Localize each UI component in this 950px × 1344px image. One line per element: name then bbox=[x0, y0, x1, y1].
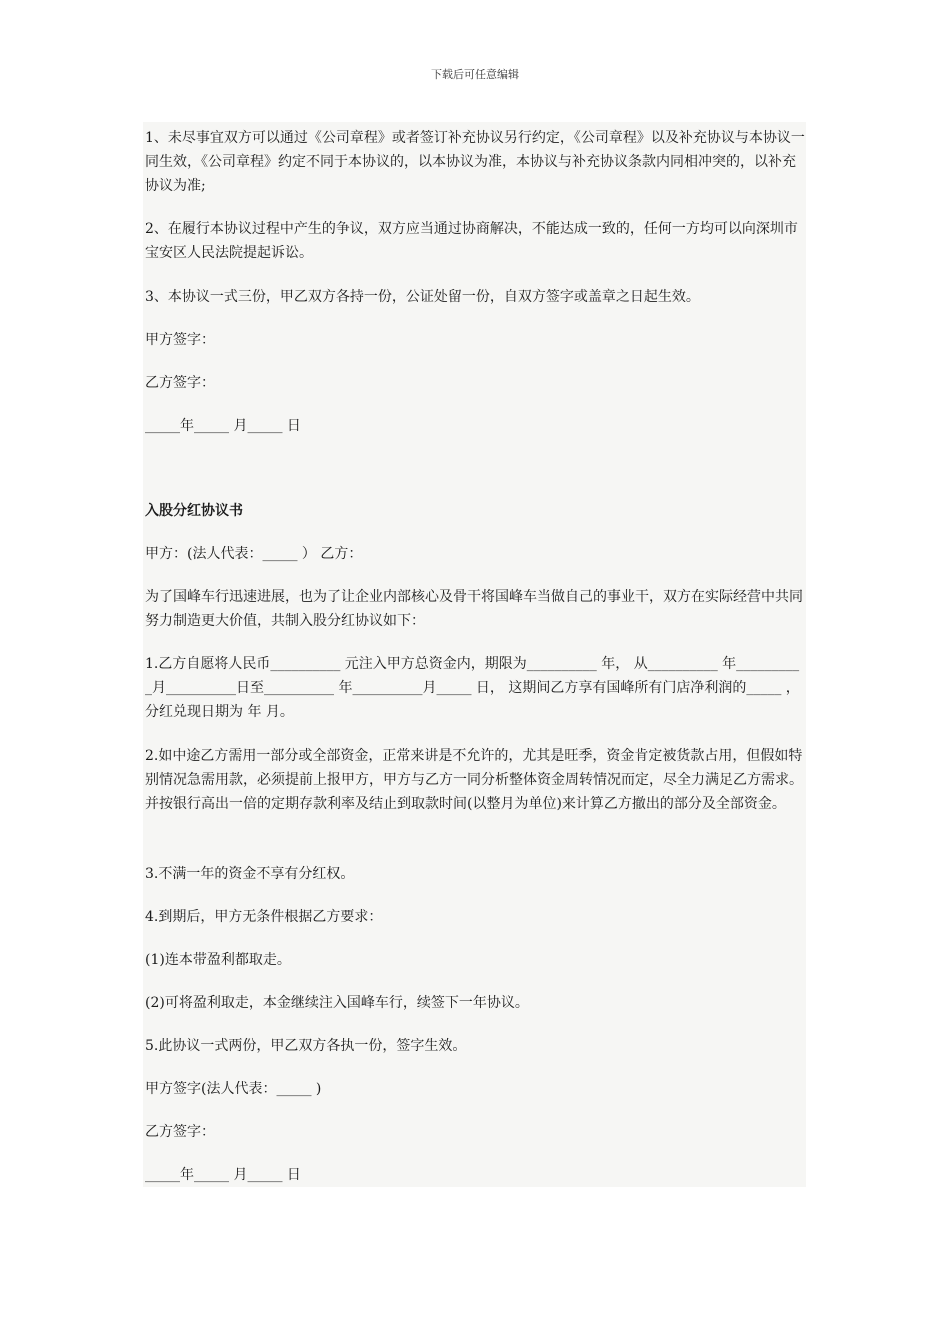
clause-1: 1、未尽事宜双方可以通过《公司章程》或者签订补充协议另行约定，《公司章程》以及补充协议与本协议一同生效，《公司章程》约定不同于本协议的，以本协议为准，本协议与补充协议条款内同相冲突的，以补充协议为准; bbox=[145, 130, 805, 194]
agreement-item-4: 4.到期后，甲方无条件根据乙方要求： bbox=[145, 909, 383, 925]
party-b-signature: 乙方签字： bbox=[145, 375, 215, 391]
agreement-intro: 为了国峰车行迅速进展，也为了让企业内部核心及骨干将国峰车当做自己的事业干，双方在实际经营中共同努力制造更大价值，共制入股分红协议如下： bbox=[145, 589, 803, 629]
agreement-item-5: 5.此协议一式两份，甲乙双方各执一份，签字生效。 bbox=[145, 1038, 467, 1054]
agreement-item-4-1: (1)连本带盈利都取走。 bbox=[145, 952, 291, 968]
date-line: _____年_____ 月_____ 日 bbox=[145, 418, 301, 434]
agreement-item-4-2: (2)可将盈利取走，本金继续注入国峰车行，续签下一年协议。 bbox=[145, 995, 529, 1011]
clause-3: 3、本协议一式三份，甲乙双方各持一份，公证处留一份，自双方签字或盖章之日起生效。 bbox=[145, 289, 700, 305]
agreement-date-line: _____年_____ 月_____ 日 bbox=[145, 1167, 301, 1183]
agreement-item-2: 2.如中途乙方需用一部分或全部资金，正常来讲是不允许的，尤其是旺季，资金肯定被货款占用，但假如特别情况急需用款，必须提前上报甲方，甲方与乙方一同分析整体资金周转情况而定，尽全力满足乙方需求。并按银行高出一倍的定期存款利率及结止到取款时间(以整月为单位)来计算乙方撤出的部分及全部资金。 bbox=[145, 748, 803, 812]
clause-2: 2、在履行本协议过程中产生的争议，双方应当通过协商解决，不能达成一致的，任何一方均可以向深圳市宝安区人民法院提起诉讼。 bbox=[145, 221, 798, 261]
agreement-party-a-signature: 甲方签字(法人代表：_____ ) bbox=[145, 1081, 322, 1097]
header-note: 下载后可任意编辑 bbox=[431, 68, 519, 81]
agreement-item-3: 3.不满一年的资金不享有分红权。 bbox=[145, 866, 355, 882]
party-a-signature: 甲方签字： bbox=[145, 332, 215, 348]
agreement-party-b-signature: 乙方签字： bbox=[145, 1124, 215, 1140]
agreement-item-1: 1.乙方自愿将人民币__________ 元注入甲方总资金内，期限为__________ 年， 从__________ 年__________月__________日至__________ 年__________月_____ 日， 这期间乙方享有国峰所有门店净利润的_____ ，分红兑现日期为 年 月。 bbox=[145, 656, 800, 720]
agreement-parties: 甲方：(法人代表：_____ ） 乙方： bbox=[145, 546, 363, 562]
document-body bbox=[143, 122, 806, 1187]
agreement-title: 入股分红协议书 bbox=[145, 503, 243, 519]
